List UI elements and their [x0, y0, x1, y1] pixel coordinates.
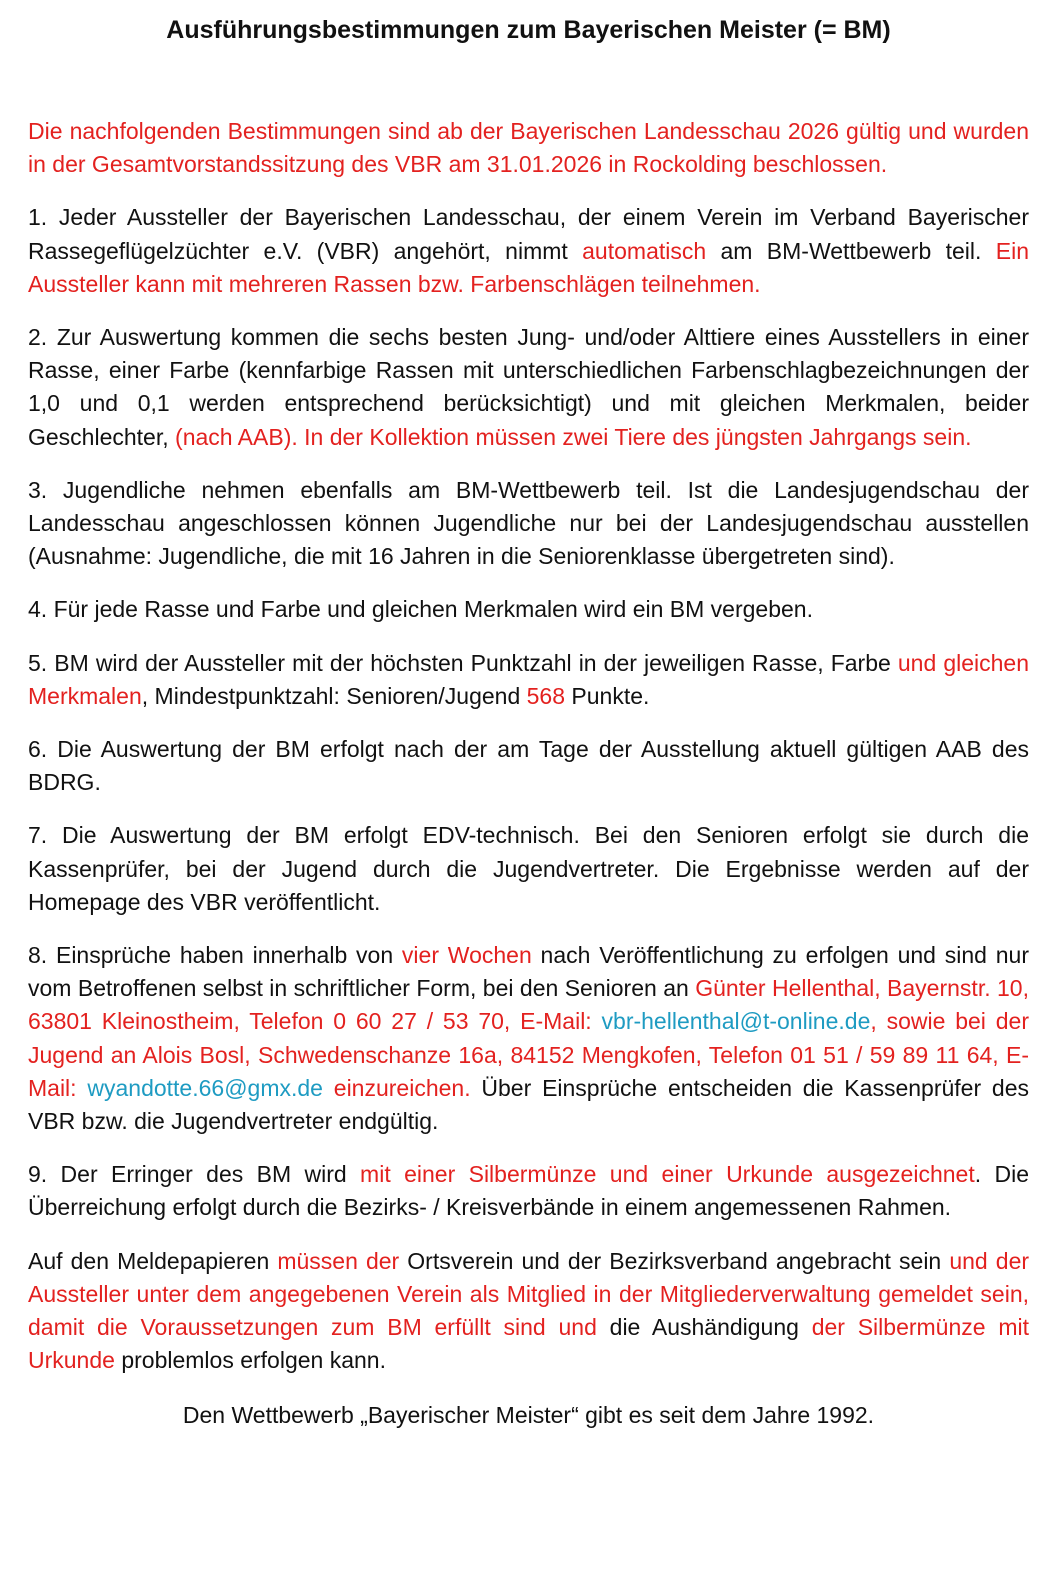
note-text-3: die Aushändigung — [596, 1314, 812, 1341]
intro-paragraph: Die nachfolgenden Bestimmungen sind ab der Bayerischen Landesschau 2026 gültig und wurden in der Gesamtvorstandssitzung des VBR am 31.01.2026 in Rockolding beschlossen. — [28, 118, 1029, 178]
footer-note: Den Wettbewerb „Bayerischer Meister“ gibt es seit dem Jahre 1992. — [182, 1401, 875, 1428]
rule-8-youth-email-link[interactable]: wyandotte.66@gmx.de — [87, 1074, 323, 1101]
note-highlight-3: der Silbermünze mit Urkunde — [28, 1314, 1029, 1374]
note-highlight: müssen der — [277, 1247, 400, 1274]
rule-8 — [28, 939, 1029, 1138]
rule-3: 3. Jugendliche nehmen ebenfalls am BM-Wettbewerb teil. Ist die Landesjugendschau der Landesschau angeschlossen können Jugendliche nur bei der Landesjugendschau ausstellen (Ausnahme: Jugendliche, die mit 16 Jahren in die Seniorenklasse übergetreten sind). — [28, 476, 1029, 570]
rule-9 — [28, 1158, 1029, 1224]
rule-5 — [28, 647, 1029, 713]
rule-9-text-2: . Die Überreichung erfolgt durch die Bezirks- / Kreisverbände in einem angemessenen Rahmen. — [28, 1161, 1029, 1221]
rule-8-senior-contact: Günter Hellenthal, Bayernstr. 10, 63801 Kleinostheim, Telefon 0 60 27 / 53 70, E-Mail: — [28, 975, 1029, 1035]
page-title: Ausführungsbestimmungen zum Bayerischen Meister (= BM) — [166, 16, 891, 44]
rule-9-text: 9. Der Erringer des BM wird — [28, 1161, 361, 1188]
rule-1-highlight-2: Ein Aussteller kann mit mehreren Rassen bzw. Farbenschlägen teilnehmen. — [28, 237, 1029, 297]
rule-8-deadline: vier Wochen — [401, 942, 532, 969]
rule-1-text: 1. Jeder Aussteller der Bayerischen Landesschau, der einem Verein im Verband Bayerischer Rassegeflügelzüchter e.V. (VBR) angehört, nimmt — [28, 204, 1029, 264]
rule-2 — [28, 321, 1029, 454]
rule-2-text: 2. Zur Auswertung kommen die sechs besten Jung- und/oder Alttiere eines Ausstellers in einer Rasse, einer Farbe (kennfarbige Rassen mit unterschiedlichen Farbenschlagbezeichnungen der 1,0 und 0,1 werden entsprechend berücksichtigt) und mit gleichen Merkmalen, beider Geschlechter, — [28, 324, 1029, 450]
rule-5-text: 5. BM wird der Aussteller mit der höchsten Punktzahl in der jeweiligen Rasse, Farbe — [28, 649, 898, 676]
rule-9-highlight: mit einer Silbermünze und einer Urkunde ausgezeichnet — [360, 1161, 975, 1188]
registration-note — [28, 1245, 1029, 1378]
rule-8-submit: einzureichen. — [322, 1074, 471, 1101]
rule-8-text-3: Über Einsprüche entscheiden die Kassenprüfer des VBR bzw. die Jugendvertreter endgültig. — [28, 1074, 1029, 1135]
rule-8-youth-contact: , sowie bei der Jugend an Alois Bosl, Schwedenschanze 16a, 84152 Mengkofen, Telefon 01 51 / 59 89 11 64, E-Mail: — [28, 1008, 1029, 1101]
rule-8-text: 8. Einsprüche haben innerhalb von — [28, 942, 402, 969]
rule-1 — [28, 201, 1029, 301]
rule-4: 4. Für jede Rasse und Farbe und gleichen Merkmalen wird ein BM vergeben. — [28, 596, 813, 623]
rule-5-text-3: Punkte. — [565, 682, 650, 709]
rule-7: 7. Die Auswertung der BM erfolgt EDV-technisch. Bei den Senioren erfolgt sie durch die Kassenprüfer, bei der Jugend durch die Jugendvertreter. Die Ergebnisse werden auf der Homepage des VBR veröffentlicht. — [28, 822, 1029, 915]
rule-1-text-2: am BM-Wettbewerb teil. — [706, 237, 996, 264]
rule-8-senior-email-link[interactable]: vbr-hellenthal@t-online.de — [601, 1008, 871, 1035]
note-highlight-2: und der Aussteller unter dem angegebenen Verein als Mitglied in der Mitgliederverwaltung gemeldet sein, damit die Voraussetzungen zum BM erfüllt sind und — [28, 1247, 1030, 1341]
rule-8-text-2: nach Veröffentlichung zu erfolgen und sind nur vom Betroffenen selbst in schriftlicher Form, bei den Senioren an — [28, 942, 1029, 1002]
rule-5-highlight: und gleichen Merkmalen — [28, 649, 1029, 709]
note-text-2: Ortsverein und der Bezirksverband angebracht sein — [399, 1247, 950, 1274]
rule-2-highlight: (nach AAB). In der Kollektion müssen zwei Tiere des jüngsten Jahrgangs sein. — [175, 423, 972, 450]
rule-5-min-points: 568 — [526, 682, 565, 709]
rule-6: 6. Die Auswertung der BM erfolgt nach der am Tage der Ausstellung aktuell gültigen AAB des BDRG. — [28, 736, 1029, 796]
rule-5-text-2: , Mindestpunktzahl: Senioren/Jugend — [141, 682, 527, 709]
note-text-4: problemlos erfolgen kann. — [114, 1347, 386, 1374]
rule-1-highlight: automatisch — [582, 237, 707, 264]
note-text: Auf den Meldepapieren — [28, 1247, 278, 1274]
